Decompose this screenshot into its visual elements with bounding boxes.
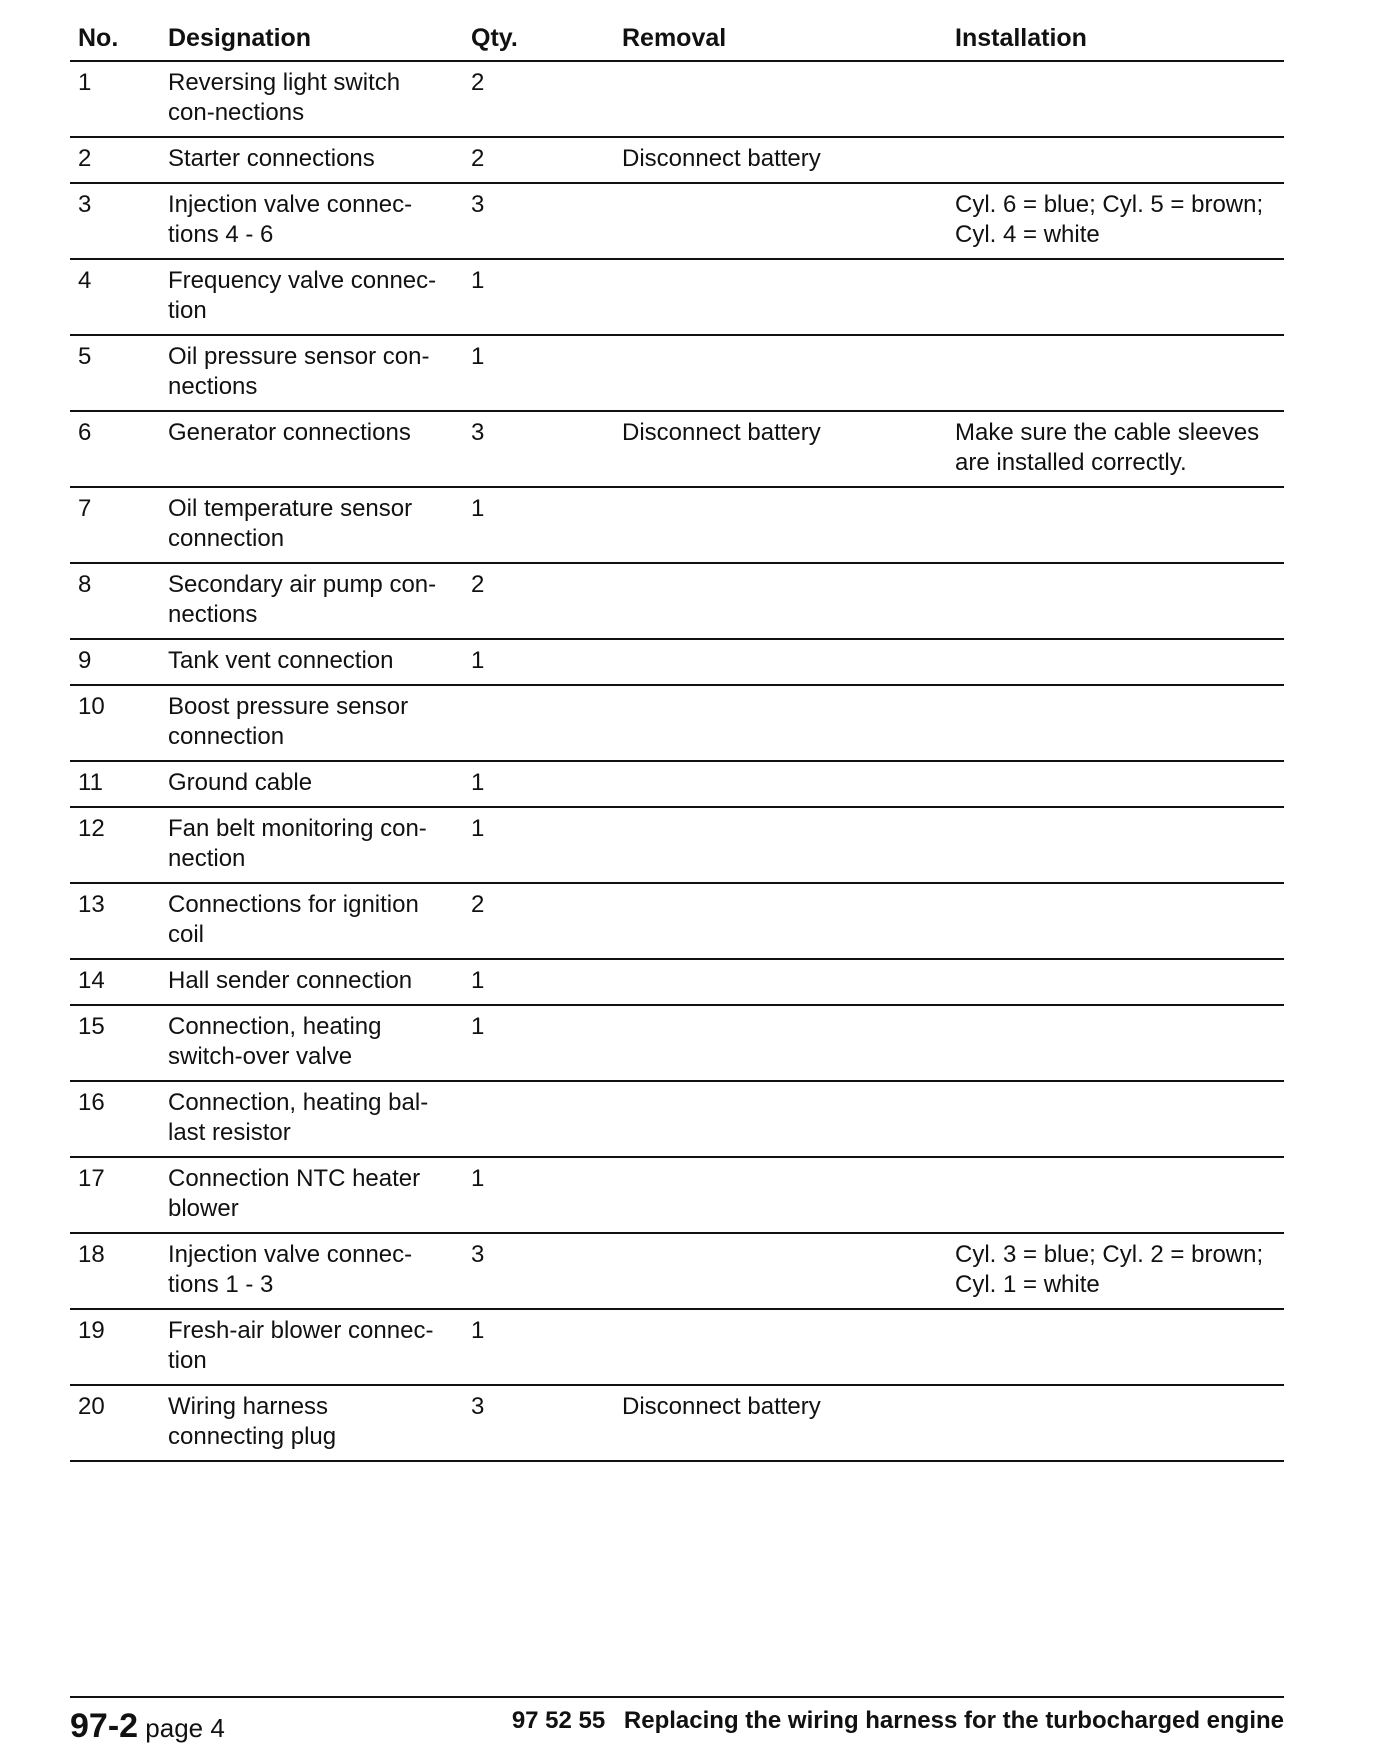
cell-no: 10 (70, 685, 160, 761)
footer-rule (70, 1696, 1284, 1698)
parts-table (70, 16, 1284, 1462)
cell-installation (947, 883, 1284, 959)
cell-designation: Reversing light switch con-nections (160, 61, 463, 137)
cell-no: 6 (70, 411, 160, 487)
cell-removal (614, 761, 947, 807)
cell-removal (614, 1005, 947, 1081)
cell-no: 3 (70, 183, 160, 259)
cell-designation: Wiring harness connecting plug (160, 1385, 463, 1461)
cell-installation (947, 1157, 1284, 1233)
cell-installation: Make sure the cable sleeves are installed correctly. (947, 411, 1284, 487)
table-row (70, 61, 1284, 137)
footer-doc-title (512, 1704, 1284, 1738)
cell-designation: Oil pressure sensor con-nections (160, 335, 463, 411)
cell-removal: Disconnect battery (614, 137, 947, 183)
cell-no: 18 (70, 1233, 160, 1309)
cell-removal (614, 183, 947, 259)
cell-no: 13 (70, 883, 160, 959)
cell-no: 8 (70, 563, 160, 639)
cell-installation (947, 335, 1284, 411)
cell-qty: 2 (463, 883, 614, 959)
cell-no: 5 (70, 335, 160, 411)
table-row (70, 259, 1284, 335)
cell-removal (614, 883, 947, 959)
footer-chapter: 97-2 (70, 1707, 139, 1745)
table-body (70, 61, 1284, 1461)
table-row (70, 183, 1284, 259)
cell-designation: Frequency valve connec-tion (160, 259, 463, 335)
cell-designation: Injection valve connec-tions 1 - 3 (160, 1233, 463, 1309)
cell-designation: Tank vent connection (160, 639, 463, 685)
cell-qty: 3 (463, 411, 614, 487)
table-row (70, 1309, 1284, 1385)
cell-designation: Connection, heating switch-over valve (160, 1005, 463, 1081)
cell-qty: 1 (463, 959, 614, 1005)
cell-removal (614, 1157, 947, 1233)
table-row (70, 137, 1284, 183)
cell-designation: Secondary air pump con-nections (160, 563, 463, 639)
cell-installation: Cyl. 3 = blue; Cyl. 2 = brown; Cyl. 1 = white (947, 1233, 1284, 1309)
cell-removal (614, 259, 947, 335)
table-row (70, 685, 1284, 761)
cell-qty: 1 (463, 1005, 614, 1081)
cell-designation: Boost pressure sensor connection (160, 685, 463, 761)
cell-qty: 1 (463, 259, 614, 335)
cell-no: 20 (70, 1385, 160, 1461)
header-designation: Designation (160, 16, 463, 61)
cell-designation: Ground cable (160, 761, 463, 807)
table-row (70, 959, 1284, 1005)
cell-qty: 1 (463, 761, 614, 807)
table-row (70, 335, 1284, 411)
cell-designation: Hall sender connection (160, 959, 463, 1005)
cell-installation (947, 1081, 1284, 1157)
cell-removal (614, 1233, 947, 1309)
cell-designation: Connections for ignition coil (160, 883, 463, 959)
table-row (70, 807, 1284, 883)
cell-installation (947, 807, 1284, 883)
cell-removal (614, 1309, 947, 1385)
cell-no: 19 (70, 1309, 160, 1385)
footer-doc-title-text: Replacing the wiring harness for the turbocharged engine (623, 1707, 1284, 1734)
cell-installation (947, 137, 1284, 183)
table-row (70, 761, 1284, 807)
cell-installation (947, 639, 1284, 685)
cell-removal (614, 685, 947, 761)
header-installation: Installation (947, 16, 1284, 61)
header-no: No. (70, 16, 160, 61)
cell-installation (947, 487, 1284, 563)
cell-designation: Oil temperature sensor connection (160, 487, 463, 563)
cell-installation (947, 761, 1284, 807)
cell-removal (614, 1081, 947, 1157)
footer-page-ref (70, 1706, 225, 1748)
table-row (70, 563, 1284, 639)
cell-installation (947, 1385, 1284, 1461)
table-row (70, 1157, 1284, 1233)
cell-qty: 1 (463, 807, 614, 883)
cell-qty (463, 1081, 614, 1157)
table-row (70, 1081, 1284, 1157)
table-row (70, 411, 1284, 487)
footer-page-number: page 4 (145, 1713, 225, 1743)
cell-no: 12 (70, 807, 160, 883)
cell-removal (614, 61, 947, 137)
cell-installation (947, 959, 1284, 1005)
cell-installation (947, 1005, 1284, 1081)
cell-removal (614, 959, 947, 1005)
header-removal: Removal (614, 16, 947, 61)
cell-no: 15 (70, 1005, 160, 1081)
cell-removal (614, 487, 947, 563)
cell-removal (614, 639, 947, 685)
header-row (70, 16, 1284, 61)
cell-no: 4 (70, 259, 160, 335)
cell-no: 2 (70, 137, 160, 183)
table-row (70, 639, 1284, 685)
cell-qty: 2 (463, 137, 614, 183)
table-header (70, 16, 1284, 61)
cell-qty: 1 (463, 335, 614, 411)
cell-installation (947, 259, 1284, 335)
cell-no: 11 (70, 761, 160, 807)
cell-installation (947, 61, 1284, 137)
cell-qty (463, 685, 614, 761)
cell-qty: 2 (463, 61, 614, 137)
cell-qty: 3 (463, 1233, 614, 1309)
cell-no: 1 (70, 61, 160, 137)
footer-doc-code: 97 52 55 (511, 1707, 606, 1734)
cell-installation (947, 685, 1284, 761)
cell-qty: 1 (463, 1309, 614, 1385)
cell-designation: Connection, heating bal-last resistor (160, 1081, 463, 1157)
table-row (70, 1233, 1284, 1309)
cell-designation: Starter connections (160, 137, 463, 183)
cell-qty: 1 (463, 1157, 614, 1233)
cell-removal (614, 335, 947, 411)
cell-no: 14 (70, 959, 160, 1005)
header-qty: Qty. (463, 16, 614, 61)
cell-no: 9 (70, 639, 160, 685)
cell-designation: Fresh-air blower connec-tion (160, 1309, 463, 1385)
table-row (70, 487, 1284, 563)
cell-qty: 2 (463, 563, 614, 639)
cell-removal (614, 563, 947, 639)
cell-removal: Disconnect battery (614, 1385, 947, 1461)
cell-qty: 3 (463, 1385, 614, 1461)
cell-qty: 3 (463, 183, 614, 259)
cell-no: 17 (70, 1157, 160, 1233)
cell-qty: 1 (463, 639, 614, 685)
cell-removal: Disconnect battery (614, 411, 947, 487)
cell-removal (614, 807, 947, 883)
cell-no: 7 (70, 487, 160, 563)
cell-installation (947, 563, 1284, 639)
cell-installation (947, 1309, 1284, 1385)
table-row (70, 883, 1284, 959)
table-row (70, 1005, 1284, 1081)
cell-installation: Cyl. 6 = blue; Cyl. 5 = brown; Cyl. 4 = white (947, 183, 1284, 259)
cell-designation: Injection valve connec-tions 4 - 6 (160, 183, 463, 259)
cell-designation: Fan belt monitoring con-nection (160, 807, 463, 883)
cell-designation: Connection NTC heater blower (160, 1157, 463, 1233)
cell-qty: 1 (463, 487, 614, 563)
cell-designation: Generator connections (160, 411, 463, 487)
table-row (70, 1385, 1284, 1461)
cell-no: 16 (70, 1081, 160, 1157)
